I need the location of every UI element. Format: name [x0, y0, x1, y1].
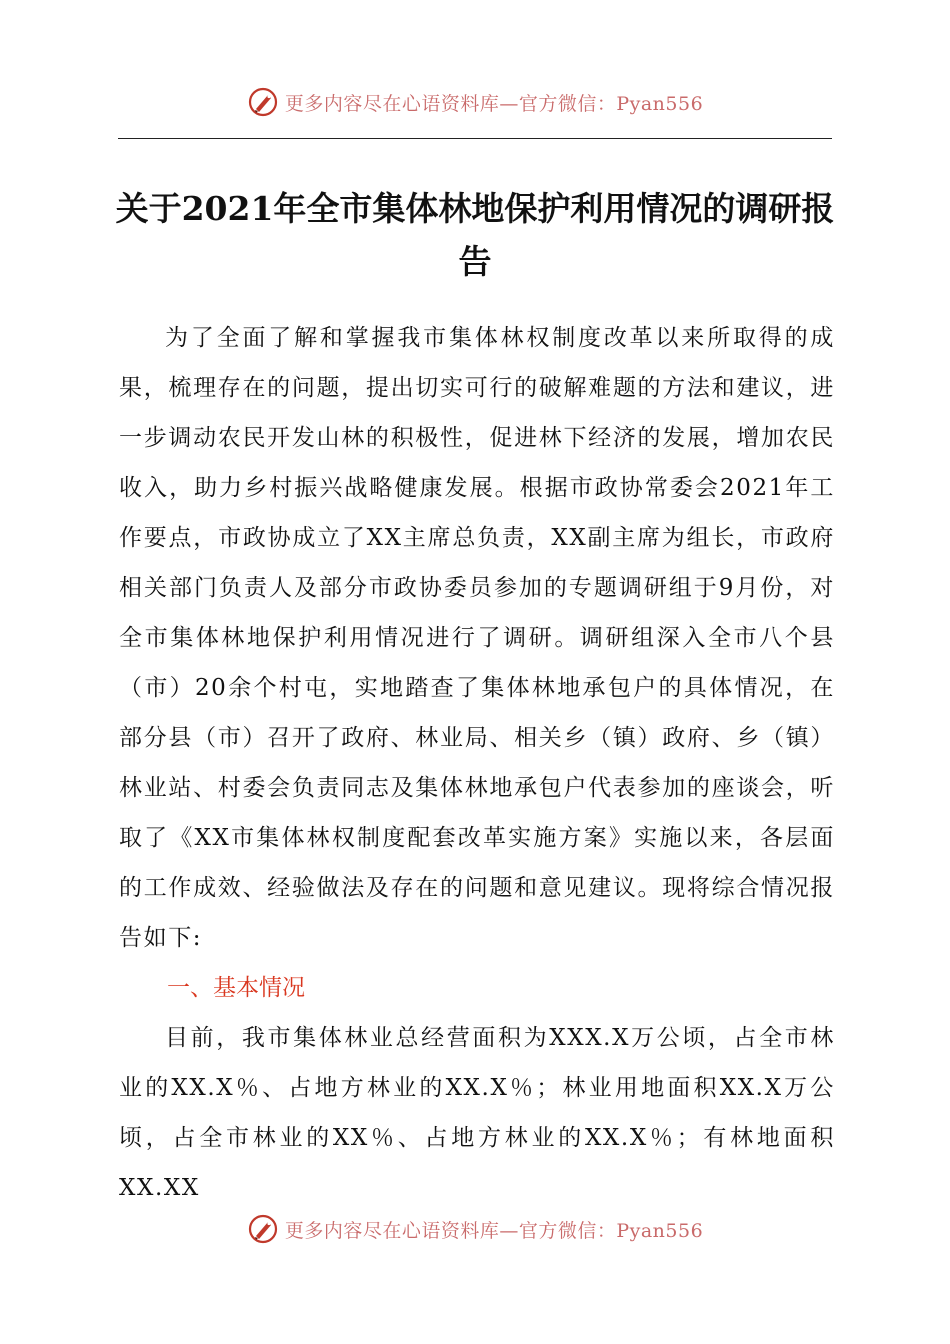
pen-nib-logo-icon: [247, 1213, 279, 1245]
pen-nib-logo-icon: [247, 86, 279, 118]
basic-situation-paragraph: 目前，我市集体林业总经营面积为XXX.X万公顷，占全市林业的XX.X％、占地方林业的XX.X％；林业用地面积XX.X万公顷，占全市林业的XX％、占地方林业的XX.X％；有林地面积XX.XX: [119, 1025, 835, 1201]
header-divider: [118, 138, 832, 139]
intro-paragraph: 为了全面了解和掌握我市集体林权制度改革以来所取得的成果，梳理存在的问题，提出切实可行的破解难题的方法和建议，进一步调动农民开发山林的积极性，促进林下经济的发展，增加农民收入，助力乡村振兴战略健康发展。根据市政协常委会2021年工作要点，市政协成立了XX主席总负责，XX副主席为组长，市政府相关部门负责人及部分市政协委员参加的专题调研组于9月份，对全市集体林地保护利用情况进行了调研。调研组深入全市八个县（市）20余个村屯，实地踏查了集体林地承包户的具体情况，在部分县（市）召开了政府、林业局、相关乡（镇）政府、乡（镇）林业站、村委会负责同志及集体林地承包户代表参加的座谈会，听取了《XX市集体林权制度配套改革实施方案》实施以来，各层面的工作成效、经验做法及存在的问题和意见建议。现将综合情况报告如下:: [119, 325, 835, 951]
section-heading-basic-situation: 一、基本情况: [167, 975, 305, 1001]
document-title: 关于2021年全市集体林地保护利用情况的调研报告: [115, 189, 835, 281]
watermark-text: 更多内容尽在心语资料库—官方微信：Pyan556: [284, 92, 704, 115]
document-body: [119, 313, 835, 1213]
watermark-text: 更多内容尽在心语资料库—官方微信：Pyan556: [284, 1219, 704, 1242]
header-watermark-banner: [0, 80, 950, 124]
footer-watermark-banner: [0, 1207, 950, 1251]
